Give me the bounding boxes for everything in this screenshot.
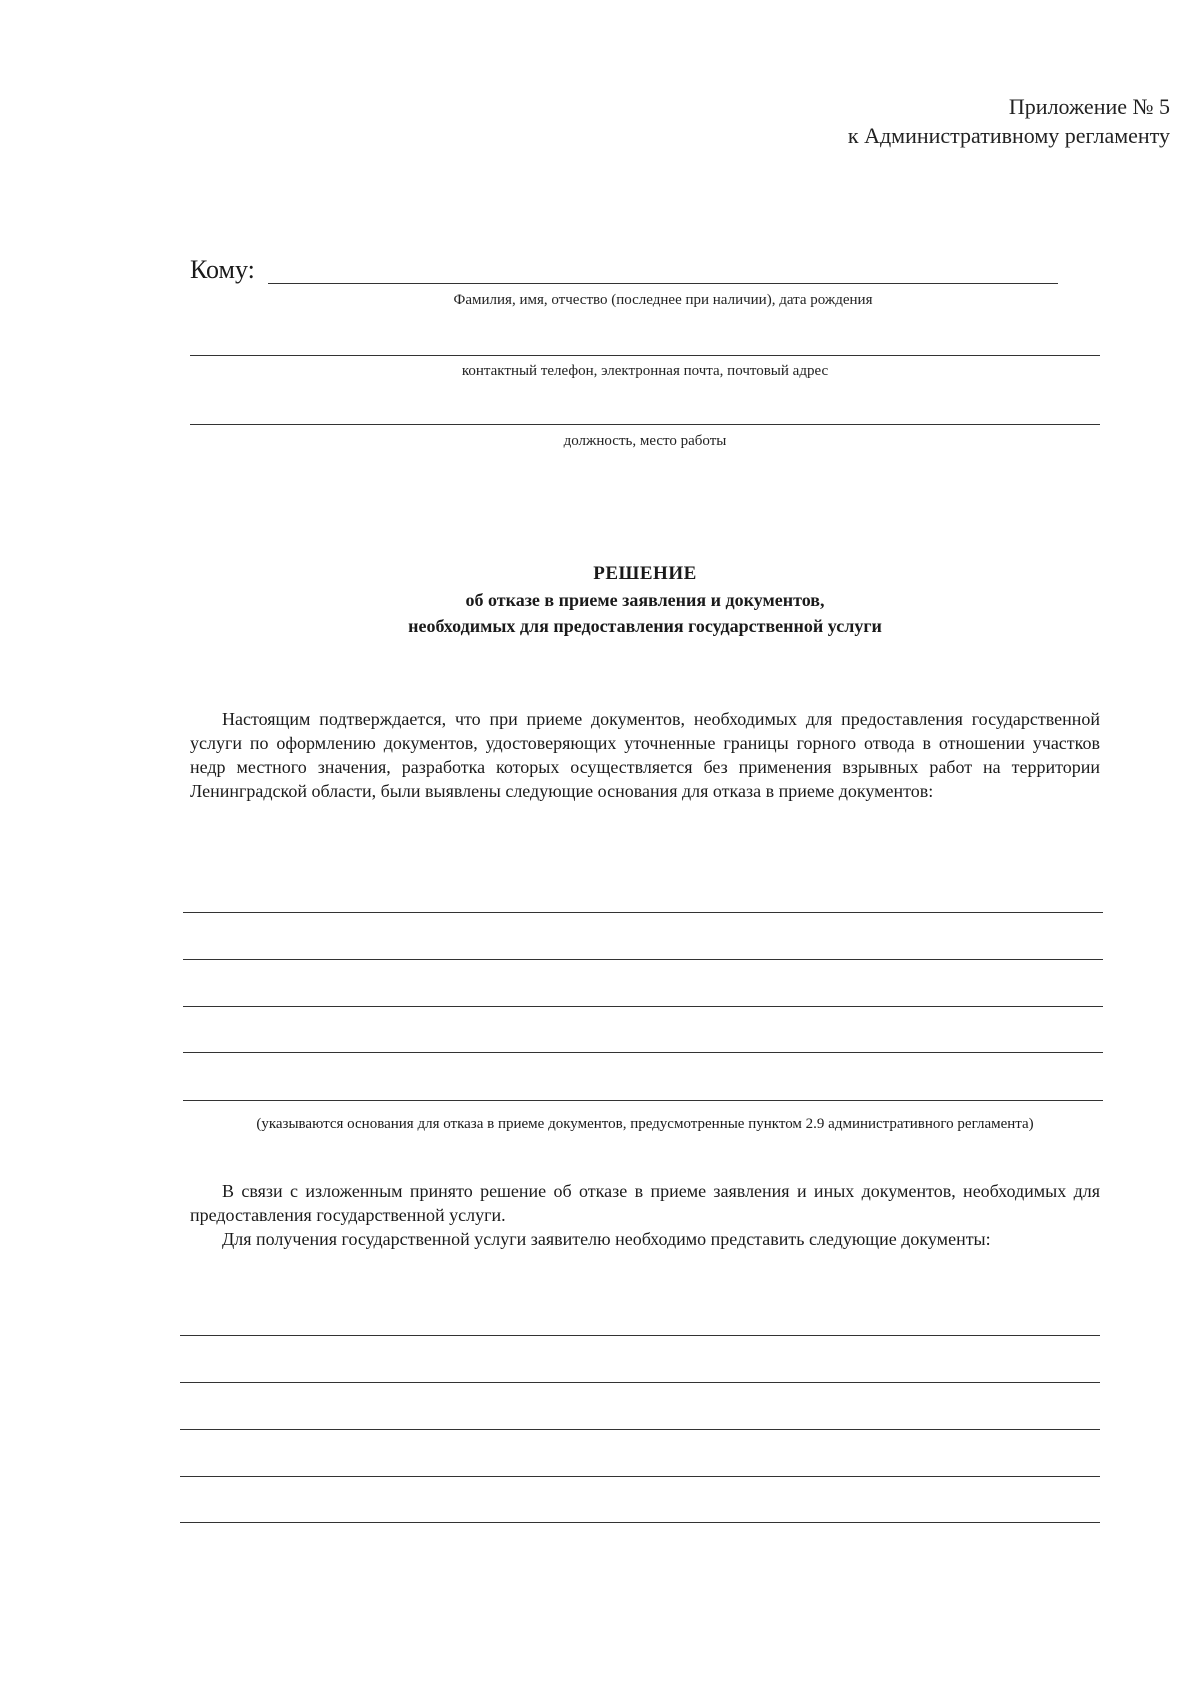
documents-line-3[interactable] [180, 1429, 1100, 1430]
recipient-position-field[interactable] [190, 424, 1100, 425]
title-subject: об отказе в приеме заявления и документов, [465, 590, 825, 610]
title-purpose: необходимых для предоставления государственной услуги [408, 616, 882, 636]
grounds-line-1[interactable] [183, 912, 1103, 913]
decision-paragraphs [190, 1179, 1100, 1251]
title-decision: РЕШЕНИЕ [593, 563, 697, 584]
documents-line-4[interactable] [180, 1476, 1100, 1477]
appendix-reference: к Административному регламенту [847, 123, 1170, 148]
recipient-name-caption: Фамилия, имя, отчество (последнее при наличии), дата рождения [453, 292, 873, 308]
decision-text: В связи с изложенным принято решение об отказе в приеме заявления и иных документов, необходимых для предоставления государственной услуги. [190, 1181, 1100, 1225]
recipient-name-field[interactable] [268, 283, 1058, 284]
documents-line-2[interactable] [180, 1382, 1100, 1383]
grounds-line-4[interactable] [183, 1052, 1103, 1053]
grounds-line-2[interactable] [183, 959, 1103, 960]
documents-line-1[interactable] [180, 1335, 1100, 1336]
grounds-line-5[interactable] [183, 1100, 1103, 1101]
appendix-header [848, 92, 1170, 150]
appendix-number: Приложение № 5 [1008, 94, 1170, 119]
confirmation-paragraph [190, 707, 1100, 803]
document-title [190, 561, 1100, 639]
required-documents-text: Для получения государственной услуги заявителю необходимо представить следующие документы: [222, 1229, 991, 1249]
grounds-line-3[interactable] [183, 1006, 1103, 1007]
recipient-contacts-caption: контактный телефон, электронная почта, почтовый адрес [461, 363, 829, 379]
confirmation-text: Настоящим подтверждается, что при приеме документов, необходимых для предоставления государственной услуги по оформлению документов, удостоверяющих уточненные границы горного отвода в отношении участков недр местного значения, разработка которых осуществляется без применения взрывных работ на территории Ленинградской области, были выявлены следующие основания для отказа в приеме документов: [190, 709, 1100, 801]
documents-line-5[interactable] [180, 1522, 1100, 1523]
recipient-label: Кому: [190, 255, 255, 284]
recipient-position-caption: должность, место работы [563, 433, 727, 449]
grounds-note: (указываются основания для отказа в приеме документов, предусмотренные пунктом 2.9 административного регламента) [256, 1116, 1034, 1132]
recipient-contacts-field[interactable] [190, 355, 1100, 356]
